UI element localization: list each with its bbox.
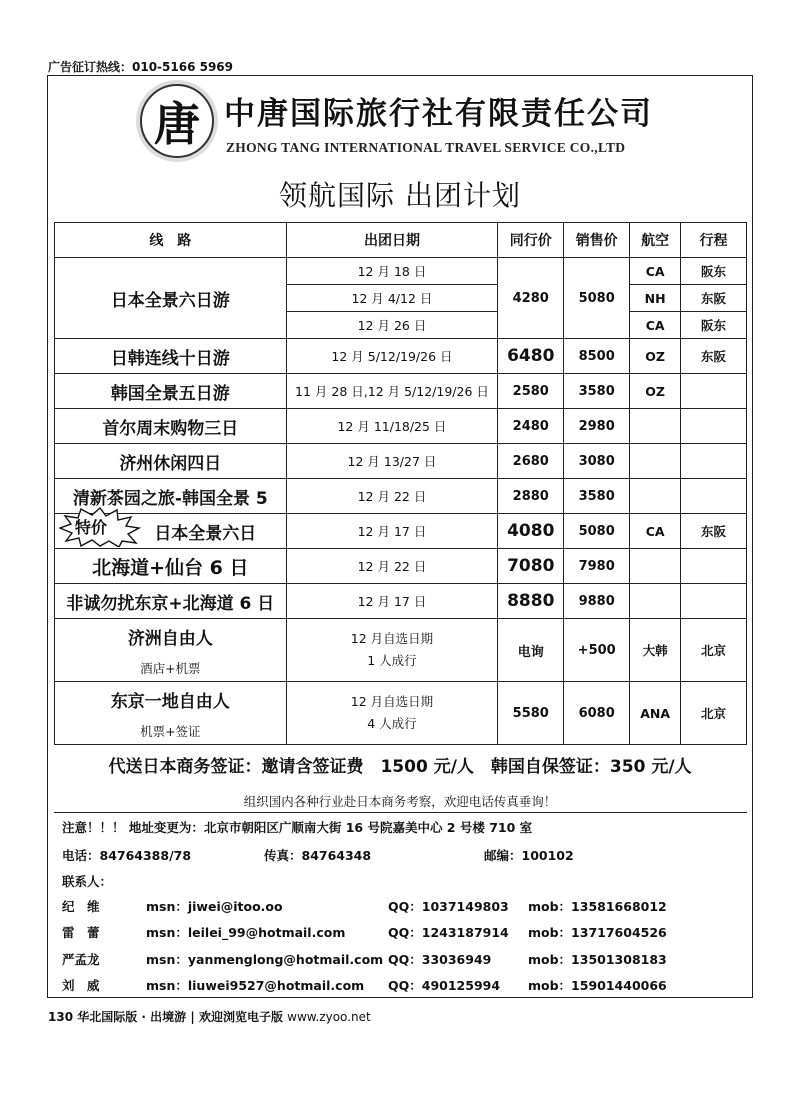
contact-name: 刘 威 (62, 978, 100, 993)
itinerary-cell (681, 444, 747, 479)
sale-price-cell: +500 (564, 619, 630, 682)
company-logo: 唐 (140, 84, 214, 158)
table-row (55, 584, 747, 619)
date-cell: 12 月 22 日 (286, 549, 498, 584)
peer-price-cell: 7080 (498, 549, 564, 584)
itinerary-cell: 东阪 (681, 285, 747, 312)
table-row (55, 409, 747, 444)
footer-slogan: 欢迎浏览电子版 (198, 1010, 283, 1024)
airline-cell (630, 409, 681, 444)
date-cell: 12 月 13/27 日 (286, 444, 498, 479)
route-label: 东京一地自由人 (110, 691, 230, 712)
table-row (55, 258, 747, 285)
special-offer-wrap (55, 519, 286, 544)
route-cell: 清新茶园之旅-韩国全景 5 (55, 479, 287, 514)
sale-price-cell: 5080 (564, 514, 630, 549)
itinerary-cell: 北京 (681, 619, 747, 682)
table-row (55, 619, 747, 682)
contacts-label: 联系人： (62, 874, 113, 889)
airline-cell: OZ (630, 374, 681, 409)
sale-price-cell: 3080 (564, 444, 630, 479)
company-name-cn: 中唐国际旅行社有限责任公司 (224, 96, 653, 132)
airline-cell: ANA (630, 682, 681, 745)
route-cell: 北海道+仙台 6 日 (55, 549, 287, 584)
sale-price-cell: 8500 (564, 339, 630, 374)
company-header (48, 76, 752, 222)
table-row (55, 444, 747, 479)
itinerary-cell: 阪东 (681, 258, 747, 285)
itinerary-cell: 东阪 (681, 339, 747, 374)
contact-person (62, 950, 742, 970)
group-size: 4 人成行 (367, 716, 417, 731)
contact-person (62, 897, 742, 917)
peer-price-cell: 5580 (498, 682, 564, 745)
header-date: 出团日期 (286, 223, 498, 258)
route-cell (55, 514, 287, 549)
airline-cell (630, 584, 681, 619)
route-cell: 日本全景六日游 (55, 258, 287, 339)
date-cell: 12 月 17 日 (286, 514, 498, 549)
plan-title: 领航国际 出团计划 (279, 179, 521, 212)
contact-msn: msn：jiwei@itoo.oo (146, 899, 283, 914)
airline-cell: CA (630, 258, 681, 285)
route-cell: 济州休闲四日 (55, 444, 287, 479)
contact-mobile: mob：13501308183 (528, 952, 667, 967)
itinerary-cell (681, 479, 747, 514)
itinerary-cell: 北京 (681, 682, 747, 745)
contact-msn: msn：liuwei9527@hotmail.com (146, 978, 365, 993)
contact-mobile: mob：13581668012 (528, 899, 667, 914)
peer-price-cell: 4080 (498, 514, 564, 549)
peer-price-cell: 2580 (498, 374, 564, 409)
route-label: 济洲自由人 (127, 628, 213, 649)
header-peer-price: 同行价 (498, 223, 564, 258)
itinerary-cell (681, 549, 747, 584)
group-size: 1 人成行 (367, 653, 417, 668)
route-note: 机票+签证 (140, 723, 201, 739)
route-label: 日本全景六日 (154, 523, 257, 544)
ad-hotline: 广告征订热线：010-5166 5969 (48, 60, 234, 74)
route-note: 酒店+机票 (140, 660, 201, 676)
peer-price-cell: 8880 (498, 584, 564, 619)
date-cell: 12 月 17 日 (286, 584, 498, 619)
date-cell: 12 月 11/18/25 日 (286, 409, 498, 444)
table-header-row (55, 223, 747, 258)
table-row (55, 374, 747, 409)
contact-msn: msn：yanmenglong@hotmail.com (146, 952, 384, 967)
header-airline: 航空 (630, 223, 681, 258)
phone-number: 电话：84764388/78 (62, 848, 192, 863)
fax-number: 传真：84764348 (264, 848, 372, 863)
sale-price-cell: 9880 (564, 584, 630, 619)
itinerary-cell (681, 409, 747, 444)
header-route: 线 路 (55, 223, 287, 258)
company-name-en: ZHONG TANG INTERNATIONAL TRAVEL SERVICE CO.,LTD (226, 140, 626, 155)
contact-qq: QQ：1243187914 (388, 925, 509, 940)
date-cell (286, 682, 498, 745)
contact-person (62, 923, 742, 943)
website-link[interactable]: www.zyoo.net (287, 1010, 371, 1024)
airline-cell (630, 549, 681, 584)
contact-mobile: mob：13717604526 (528, 925, 667, 940)
peer-price-cell: 2480 (498, 409, 564, 444)
contact-person (62, 976, 742, 996)
contact-qq: QQ：33036949 (388, 952, 492, 967)
table-row (55, 549, 747, 584)
contact-msn: msn：leilei_99@hotmail.com (146, 925, 346, 940)
contact-name: 纪 维 (62, 899, 100, 914)
sale-price-cell: 6080 (564, 682, 630, 745)
peer-price-cell: 2880 (498, 479, 564, 514)
peer-price-cell: 6480 (498, 339, 564, 374)
route-cell: 韩国全景五日游 (55, 374, 287, 409)
date-cell: 12 月 4/12 日 (286, 285, 498, 312)
contact-mobile: mob：15901440066 (528, 978, 667, 993)
date-line: 12 月自选日期 (350, 694, 434, 709)
airline-cell (630, 479, 681, 514)
table-row (55, 514, 747, 549)
header-itinerary: 行程 (681, 223, 747, 258)
date-cell: 12 月 5/12/19/26 日 (286, 339, 498, 374)
visa-service-line: 代送日本商务签证：邀请含签证费 1500 元/人 韩国自保签证：350 元/人 (108, 757, 692, 777)
sale-price-cell: 2980 (564, 409, 630, 444)
special-badge: 特价 (75, 517, 108, 537)
date-cell: 12 月 22 日 (286, 479, 498, 514)
airline-cell: CA (630, 312, 681, 339)
itinerary-cell: 阪东 (681, 312, 747, 339)
contact-qq: QQ：1037149803 (388, 899, 509, 914)
date-cell: 12 月 26 日 (286, 312, 498, 339)
route-cell: 日韩连线十日游 (55, 339, 287, 374)
advert-frame (47, 75, 753, 998)
airline-cell: NH (630, 285, 681, 312)
peer-price-cell: 2680 (498, 444, 564, 479)
airline-cell: 大韩 (630, 619, 681, 682)
sale-price-cell: 7980 (564, 549, 630, 584)
page-footer (48, 1008, 371, 1025)
peer-price-cell: 电询 (498, 619, 564, 682)
tour-table (54, 222, 747, 745)
date-line: 12 月自选日期 (350, 631, 434, 646)
route-cell (55, 682, 287, 745)
sale-price-cell: 5080 (564, 258, 630, 339)
contact-name: 雷 蕾 (62, 925, 100, 940)
header-sale-price: 销售价 (564, 223, 630, 258)
route-cell (55, 619, 287, 682)
date-cell: 11 月 28 日,12 月 5/12/19/26 日 (286, 374, 498, 409)
peer-price-cell: 4280 (498, 258, 564, 339)
itinerary-cell: 东阪 (681, 514, 747, 549)
contact-qq: QQ：490125994 (388, 978, 501, 993)
sale-price-cell: 3580 (564, 479, 630, 514)
table-row (55, 339, 747, 374)
table-row (55, 479, 747, 514)
sale-price-cell: 3580 (564, 374, 630, 409)
itinerary-cell (681, 374, 747, 409)
divider (54, 812, 747, 813)
route-cell: 首尔周末购物三日 (55, 409, 287, 444)
visa-subline: 组织国内各种行业赴日本商务考察，欢迎电话传真垂询！ (243, 794, 557, 809)
airline-cell (630, 444, 681, 479)
route-cell: 非诚勿扰东京+北海道 6 日 (55, 584, 287, 619)
date-cell (286, 619, 498, 682)
postal-code: 邮编：100102 (484, 848, 574, 863)
itinerary-cell (681, 584, 747, 619)
contact-name: 严孟龙 (62, 952, 100, 967)
date-cell: 12 月 18 日 (286, 258, 498, 285)
airline-cell: OZ (630, 339, 681, 374)
airline-cell: CA (630, 514, 681, 549)
footer-separator: | (190, 1010, 195, 1024)
publication-name: 华北国际版 · 出境游 (77, 1010, 187, 1024)
page-number: 130 (48, 1010, 74, 1024)
table-row (55, 682, 747, 745)
address-notice: 注意！！！ 地址变更为：北京市朝阳区广顺南大街 16 号院嘉美中心 2 号楼 710 室 (62, 820, 533, 835)
